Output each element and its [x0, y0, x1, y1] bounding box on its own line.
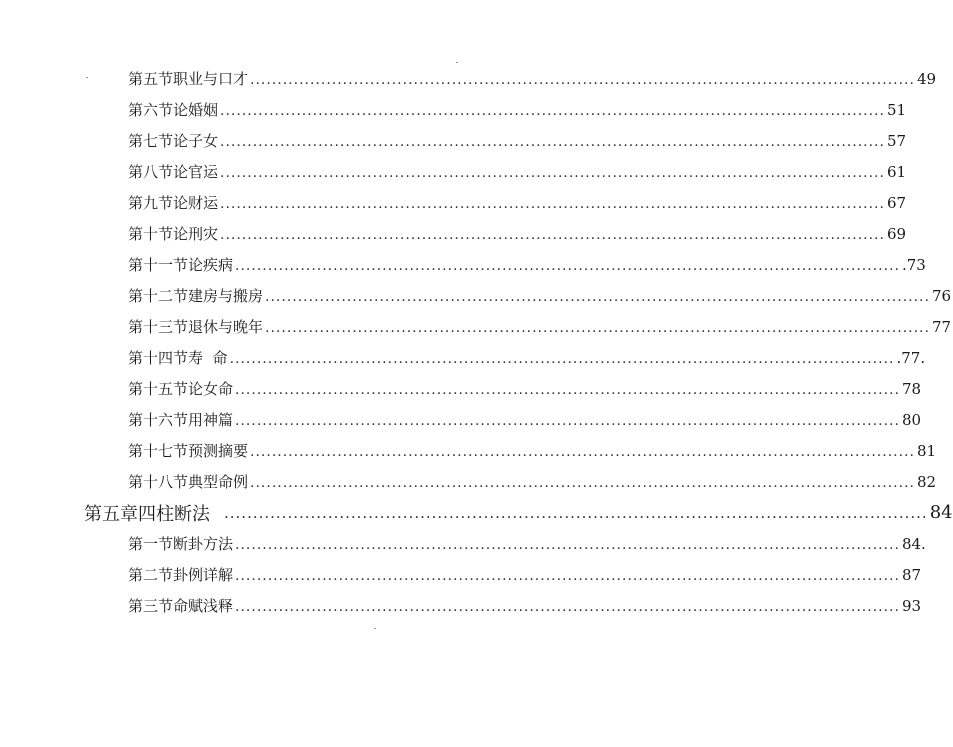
page-number: 49	[916, 69, 937, 88]
section-title: 命赋浅释	[173, 597, 234, 615]
dot-leader: ..........................................................................................................................	[220, 226, 885, 243]
section-title: 断卦方法	[173, 535, 234, 553]
section-title: 论官运	[173, 163, 219, 181]
toc-entry[interactable]	[0, 218, 907, 249]
page-number: 51	[886, 100, 907, 119]
section-label: 第十八节	[128, 473, 189, 491]
section-title: 职业与口才	[173, 70, 249, 88]
section-label: 第十三节	[128, 318, 189, 336]
section-title: 论财运	[173, 194, 219, 212]
toc-entry[interactable]	[0, 528, 926, 559]
dot-leader: ..........................................................................................................................	[250, 443, 915, 460]
section-label: 第十五节	[128, 380, 189, 398]
page-number: .73	[901, 255, 926, 274]
dot-leader: ..........................................................................................................................	[235, 567, 900, 584]
page-number: 81	[916, 441, 937, 460]
section-label: 第二节	[128, 566, 174, 584]
dot-leader: ..........................................................................................................................	[229, 350, 895, 367]
page-number: 87	[901, 565, 922, 584]
section-label: 第一节	[128, 535, 174, 553]
toc-chapter-entry[interactable]	[0, 497, 953, 528]
dot-leader: ..........................................................................................................................	[220, 195, 885, 212]
toc-entry[interactable]	[0, 559, 922, 590]
section-title: 退休与晚年	[188, 318, 264, 336]
section-label: 第十七节	[128, 442, 189, 460]
section-title: 论女命	[188, 380, 234, 398]
section-title: 典型命例	[188, 473, 249, 491]
toc-entry[interactable]	[0, 342, 926, 373]
section-title: 论婚姻	[173, 101, 219, 119]
toc-entry[interactable]	[0, 590, 922, 621]
section-label: 第九节	[128, 194, 174, 212]
dot-leader: ..........................................................................................................................	[235, 412, 900, 429]
dot-leader: ..........................................................................................................................	[235, 257, 900, 274]
scan-speck	[374, 628, 376, 629]
chapter-title: 四柱断法	[138, 503, 210, 525]
toc-entry[interactable]	[0, 404, 922, 435]
section-label: 第八节	[128, 163, 174, 181]
section-title: 卦例详解	[173, 566, 234, 584]
section-label: 第三节	[128, 597, 174, 615]
section-title: 建房与搬房	[188, 287, 264, 305]
dot-leader: ..........................................................................................................................	[220, 102, 885, 119]
toc-entry[interactable]	[0, 249, 926, 280]
dot-leader: ..........................................................................................................................	[250, 71, 915, 88]
page-number: 77	[931, 317, 952, 336]
toc-entry[interactable]	[0, 63, 937, 94]
dot-leader: ..........................................................................................................................	[265, 319, 930, 336]
page-number: 80	[901, 410, 922, 429]
toc-entry[interactable]	[0, 125, 907, 156]
section-label: 第十六节	[128, 411, 189, 429]
toc-entry[interactable]	[0, 435, 937, 466]
dot-leader: ..........................................................................................................................	[220, 164, 885, 181]
toc-entry[interactable]	[0, 187, 907, 218]
dot-leader: ..........................................................................................................................	[224, 504, 928, 522]
section-title: 论刑灾	[173, 225, 219, 243]
toc-entry[interactable]	[0, 156, 907, 187]
section-label: 第十四节	[128, 349, 189, 367]
toc-entry[interactable]	[0, 280, 952, 311]
toc-entry[interactable]	[0, 94, 907, 125]
dot-leader: ..........................................................................................................................	[235, 381, 900, 398]
dot-leader: ..........................................................................................................................	[235, 536, 900, 553]
dot-leader: ..........................................................................................................................	[235, 598, 900, 615]
page-number: 84.	[901, 534, 926, 553]
section-label: 第六节	[128, 101, 174, 119]
page-number: 69	[886, 224, 907, 243]
page-number: 84	[929, 502, 953, 523]
page-number: .77.	[896, 348, 926, 367]
dot-leader: ..........................................................................................................................	[220, 133, 885, 150]
page-number: 57	[886, 131, 907, 150]
section-title: 论子女	[173, 132, 219, 150]
toc-entry[interactable]	[0, 311, 952, 342]
chapter-label: 第五章	[84, 503, 138, 525]
section-title: 预测摘要	[188, 442, 249, 460]
page-number: 76	[931, 286, 952, 305]
table-of-contents	[0, 63, 953, 621]
section-title: 用神篇	[188, 411, 234, 429]
page-number: 67	[886, 193, 907, 212]
page-number: 93	[901, 596, 922, 615]
section-label: 第七节	[128, 132, 174, 150]
section-title: 论疾病	[188, 256, 234, 274]
dot-leader: ..........................................................................................................................	[265, 288, 930, 305]
toc-entry[interactable]	[0, 466, 937, 497]
section-label: 第十二节	[128, 287, 189, 305]
toc-entry[interactable]	[0, 373, 922, 404]
page-number: 78	[901, 379, 922, 398]
page-number: 61	[886, 162, 907, 181]
section-label: 第十一节	[128, 256, 189, 274]
dot-leader: ..........................................................................................................................	[250, 474, 915, 491]
page-number: 82	[916, 472, 937, 491]
section-label: 第十节	[128, 225, 174, 243]
section-title: 寿 命	[188, 349, 228, 367]
section-label: 第五节	[128, 70, 174, 88]
